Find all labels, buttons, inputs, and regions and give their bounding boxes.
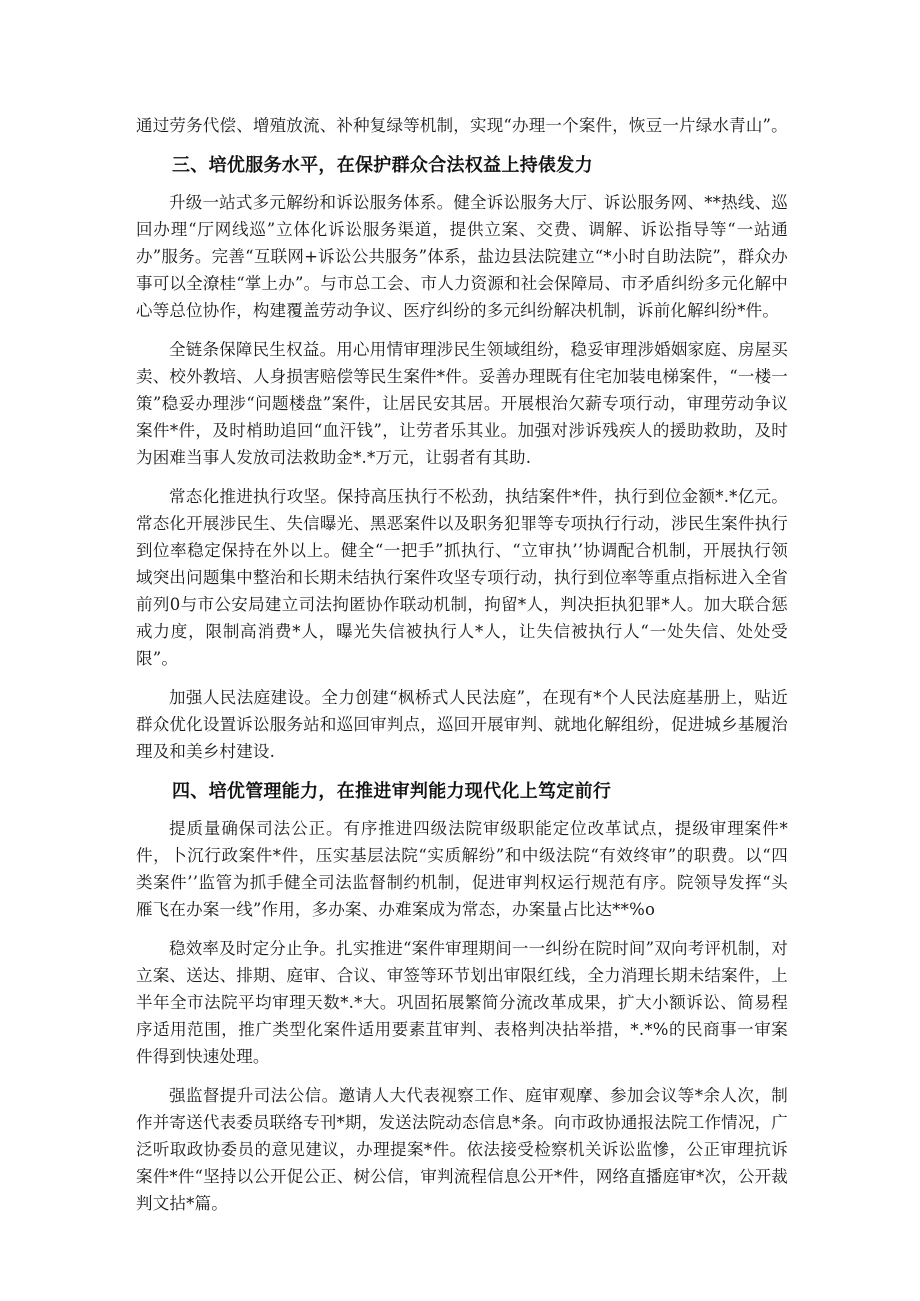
paragraph-4-3: 强监督提升司法公信。邀请人大代表视察工作、庭审观摩、参加会议等*余人次，制作并寄送代表委员联络专刊*期，发送法院动态信息*条。向市政协通报法院工作情况，广泛听取政协委员的意见建议，办理提案*件。依法接受检察机关诉讼监慘，公正审理抗诉案件*件“坚持以公开促公正、树公信，审判流程信息公开*件，网络直播庭审*次，公开裁判文拈*篇。	[136, 1086, 788, 1213]
paragraph-4-1: 提质量确保司法公正。有序推进四级法院审级职能定位改革试点，提级审理案件*件，卜沉行政案件*件，压实基层法院“实质解纷”和中级法院“有效终审”的职费。以“四类案件’’监管为抓手健全司法监督制约机制，促进审判权运行规范有序。院领导发挥“头雁飞在办案一线”作用，多办案、办难案成为常态，办案量占比达**%o	[136, 819, 788, 919]
paragraph-3-4: 加强人民法庭建设。全力创建“枫桥式人民法庭”，在现有*个人民法庭基册上，贴近群众优化设置诉讼服务站和巡回审判点，巡回开展审判、就地化解组纷，促进城乡基履治理及和美乡村建设.	[136, 688, 788, 761]
section-heading-4: 四、培优管理能力，在推进审判能力现代化上笃定前行	[172, 781, 612, 802]
paragraph-3-1: 升级一站式多元解纷和诉讼服务体系。健全诉讼服务大厅、诉讼服务网、**热线、巡回办理“厅网线巡”立体化诉讼服务渠道，提供立案、交费、调解、诉讼指导等“一站通办”服务。完善“互联网+诉讼公共服务”体系，盐边县法院建立“*小时自助法院”，群众办事可以全潦桂“掌上办”。与市总工会、市人力资源和社会保障局、市矛盾纠纷多元化解中心等总位协作，构建覆盖劳动争议、医疗纠纷的多元纠纷解决机制，诉前化解纠纷*件。	[136, 193, 788, 320]
paragraph-3-2: 全链条保障民生权益。用心用情审理涉民生领域组纷，稳妥审理涉婚姻家庭、房屋买卖、校外教培、人身损害赔偿等民生案件*件。妥善办理既有住宅加装电梯案件，“一楼一策”稳妥办理涉“问题楼盘”案件，让居民安其居。开展根治欠薪专项行动，审理劳动争议案件*件，及时梢助追回“血汗钱”，让劳者乐其业。加强对涉诉残疾人的援助救助，及时为困难当事人发放司法救助金*.*万元，让弱者有其助.	[136, 340, 788, 467]
paragraph-intro: 通过劳务代偿、增殖放流、补种复绿等机制，实现“办理一个案件，恢豆一片绿水青山”。	[136, 116, 788, 135]
paragraph-3-3: 常态化推进执行攻坚。保持高压执行不松劲，执结案件*件，执行到位金额*.*亿元。常态化开展涉民生、失信曝光、黑恶案件以及职务犯罪等专项执行行动，涉民生案件执行到位率稳定保持在外以上。健全“一把手”抓执行、“立审执’’协调配合机制，开展执行领域突出问题集中整治和长期未结执行案件攻坚专项行动，执行到位率等重点指标进入全省前列0与市公安局建立司法拘匿协作联动机制，拘留*人，判决拒执犯罪*人。加大联合惩戒力度，限制高消费*人，曝光失信被执行人*人，让失信被执行人“一处失信、处处受限”。	[136, 487, 788, 668]
section-heading-3: 三、培优服务水平，在保护群众合法权益上持俵发力	[172, 155, 593, 176]
document-body	[136, 112, 788, 1229]
paragraph-4-2: 稳效率及时定分止争。扎实推进“案件审理期间一一纠纷在院时间”双向考评机制，对立案、送达、排期、庭审、合议、审签等环节划出审限红线，全力消理长期未结案件，上半年全市法院平均审理天数*.*大。巩固拓展繁简分流改革成果，扩大小额诉讼、简易程序适用范围，推广类型化案件适用要素苴审判、表格判决拈举措，*.*%的民商事一审案件得到快速处理。	[136, 939, 788, 1066]
